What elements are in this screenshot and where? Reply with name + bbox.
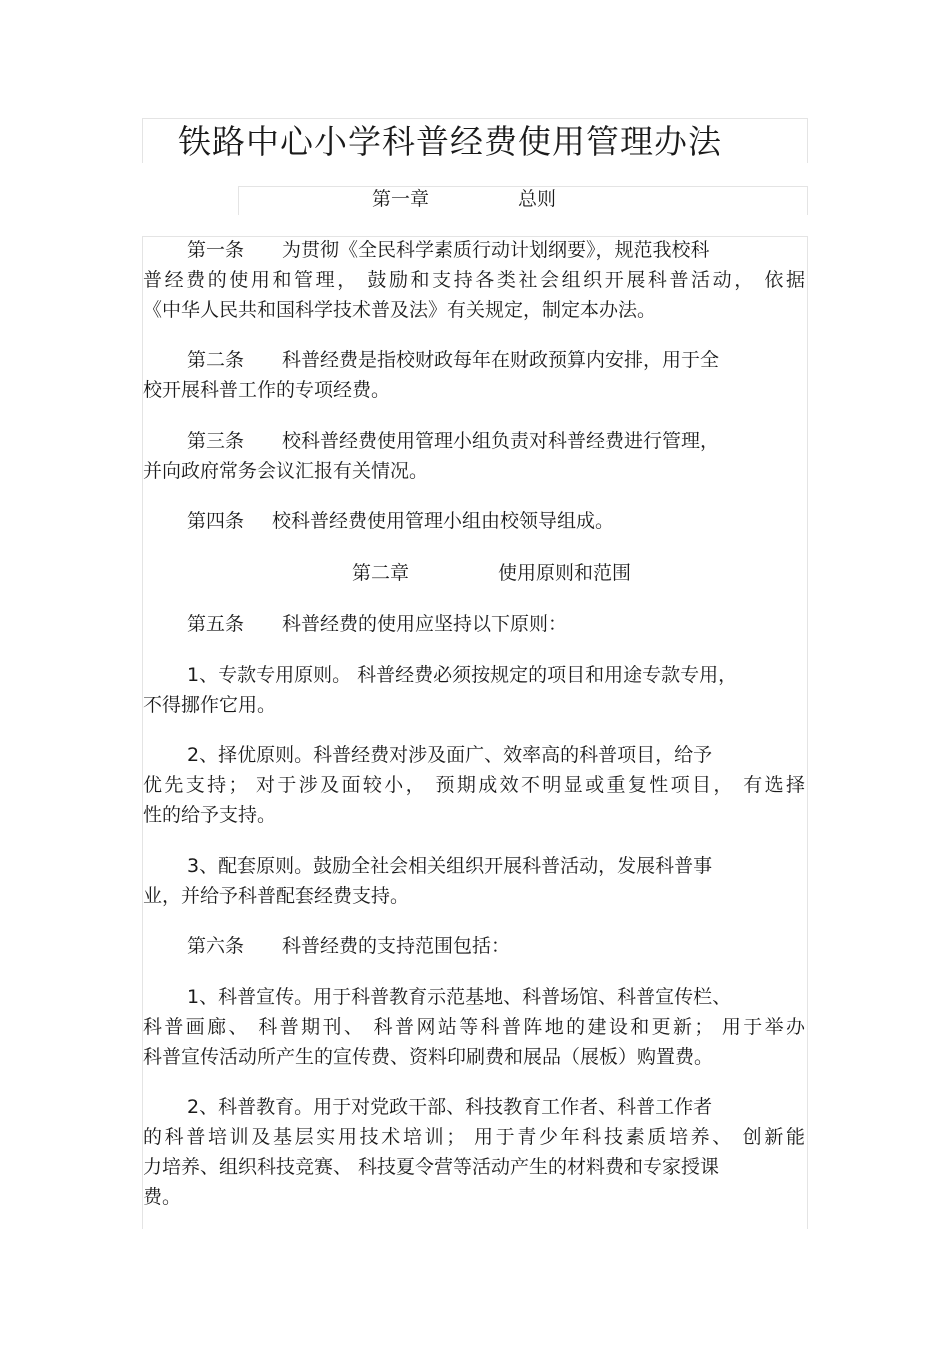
chapter-number: 第二章 <box>352 562 410 584</box>
article-6-line-1 <box>187 931 805 961</box>
article-1-line-3: 《中华人民共和国科学技术普及法》有关规定，制定本办法。 <box>143 299 657 321</box>
principle-2-line-3: 性的给予支持。 <box>143 804 277 826</box>
article-label: 第二条 <box>187 349 245 371</box>
scope-2-line-1: 2、科普教育。用于对党政干部、科技教育工作者、科普工作者 <box>187 1096 713 1118</box>
chapter-name: 使用原则和范围 <box>498 562 632 584</box>
article-text: 科普经费是指校财政每年在财政预算内安排，用于全 <box>282 349 720 371</box>
principle-1-line-1: 1、专款专用原则。 科普经费必须按规定的项目和用途专款专用， <box>187 664 738 686</box>
article-4-line-1 <box>187 506 805 536</box>
article-label: 第五条 <box>187 613 245 635</box>
principle-2-line-1: 2、择优原则。科普经费对涉及面广、效率高的科普项目，给予 <box>187 744 713 766</box>
chapter-number: 第一章 <box>372 188 430 210</box>
article-5-line-1 <box>187 609 805 639</box>
principle-2-line-2: 优先支持； 对于涉及面较小， 预期成效不明显或重复性项目， 有选择 <box>143 774 805 796</box>
article-text: 校科普经费使用管理小组由校领导组成。 <box>272 510 615 532</box>
article-text: 科普经费的支持范围包括： <box>282 935 511 957</box>
article-2-line-2: 校开展科普工作的专项经费。 <box>143 379 391 401</box>
article-1-line-2: 普经费的使用和管理， 鼓励和支持各类社会组织开展科普活动， 依据 <box>143 269 805 291</box>
article-text: 科普经费的使用应坚持以下原则： <box>282 613 568 635</box>
scope-2-line-4: 费。 <box>143 1186 182 1208</box>
document-title: 铁路中心小学科普经费使用管理办法 <box>178 122 722 161</box>
article-label: 第一条 <box>187 239 245 261</box>
principle-3-line-2: 业，并给予科普配套经费支持。 <box>143 885 410 907</box>
article-label: 第六条 <box>187 935 245 957</box>
chapter-name: 总则 <box>518 188 557 210</box>
scope-1-line-1: 1、科普宣传。用于科普教育示范基地、科普场馆、科普宣传栏、 <box>187 986 732 1008</box>
article-label: 第四条 <box>187 510 245 532</box>
scope-2-line-3: 力培养、组织科技竞赛、 科技夏令营等活动产生的材料费和专家授课 <box>143 1156 720 1178</box>
scope-2-line-2: 的科普培训及基层实用技术培训； 用于青少年科技素质培养、 创新能 <box>143 1126 805 1148</box>
article-2-line-1 <box>187 345 805 375</box>
principle-3-line-1: 3、配套原则。鼓励全社会相关组织开展科普活动，发展科普事 <box>187 855 713 877</box>
article-1-line-1 <box>187 235 805 265</box>
scope-1-line-2: 科普画廊、 科普期刊、 科普网站等科普阵地的建设和更新； 用于举办 <box>143 1016 805 1038</box>
article-text: 校科普经费使用管理小组负责对科普经费进行管理， <box>282 430 720 452</box>
article-3-line-2: 并向政府常务会议汇报有关情况。 <box>143 460 429 482</box>
scope-1-line-3: 科普宣传活动所产生的宣传费、资料印刷费和展品（展板）购置费。 <box>143 1046 714 1068</box>
article-label: 第三条 <box>187 430 245 452</box>
article-text: 为贯彻《全民科学素质行动计划纲要》，规范我校科 <box>282 239 710 261</box>
article-3-line-1 <box>187 426 805 456</box>
principle-1-line-2: 不得挪作它用。 <box>143 694 277 716</box>
